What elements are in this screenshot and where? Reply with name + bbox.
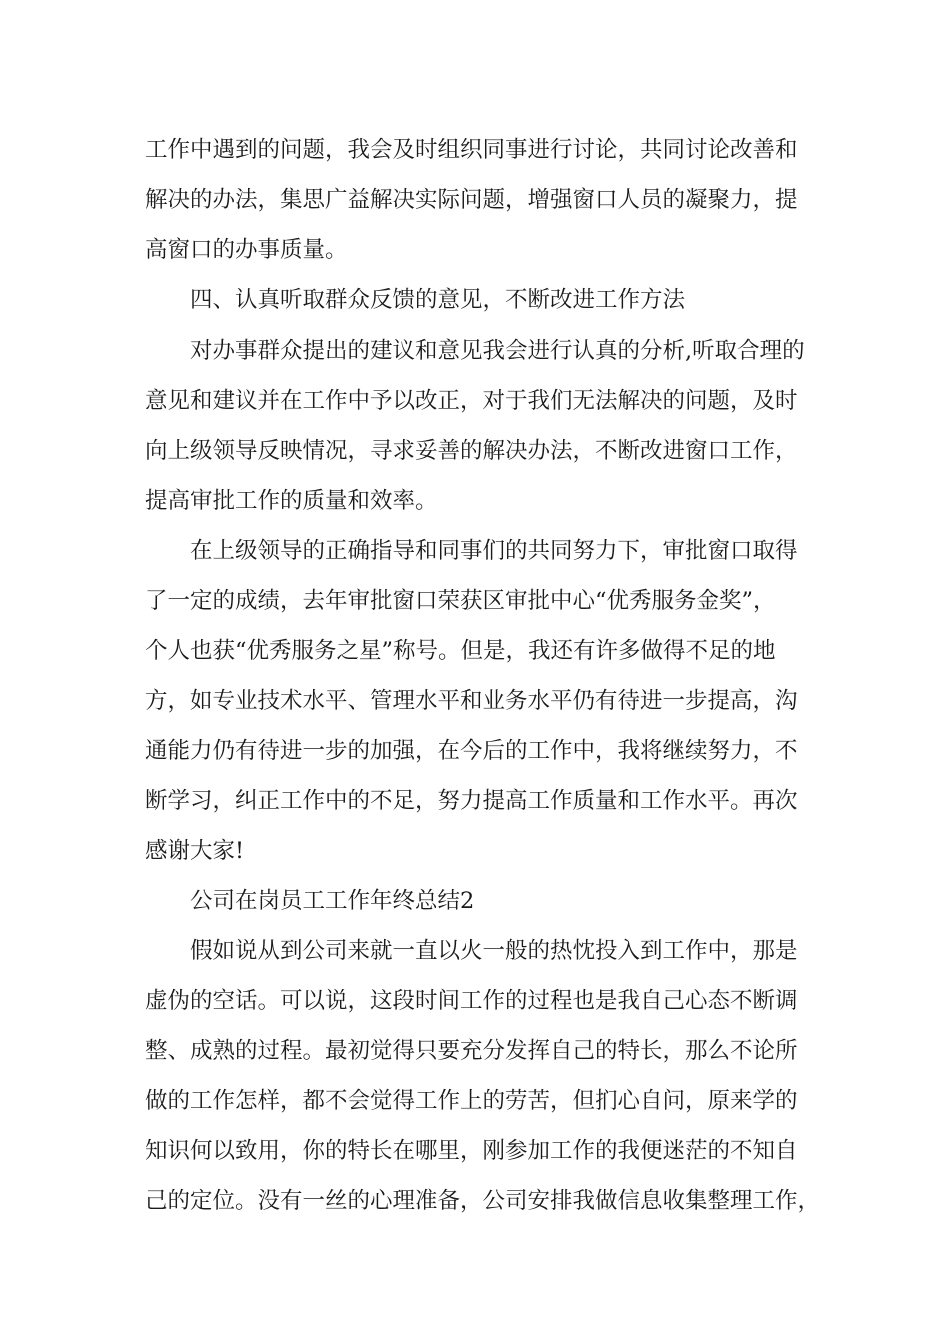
body-text-line: 在上级领导的正确指导和同事们的共同努力下，审批窗口取得 [190,538,798,564]
body-text-line: 己的定位。没有一丝的心理准备，公司安排我做信息收集整理工作， [145,1188,821,1214]
document-title: 公司在岗员工工作年终总结2 [190,888,475,914]
body-text-line: 整、成熟的过程。最初觉得只要充分发挥自己的特长，那么不论所 [145,1038,798,1064]
body-text-line: 提高审批工作的质量和效率。 [145,488,438,514]
body-text-line: 个人也获“优秀服务之星”称号。但是，我还有许多做得不足的地 [145,638,776,664]
body-text-line: 知识何以致用，你的特长在哪里，刚参加工作的我便迷茫的不知自 [145,1138,798,1164]
body-text-line: 了一定的成绩，去年审批窗口荣获区审批中心“优秀服务金奖”， [145,588,776,614]
body-text-line: 解决的办法，集思广益解决实际问题，增强窗口人员的凝聚力，提 [145,187,798,213]
body-text-line: 对办事群众提出的建议和意见我会进行认真的分析,听取合理的 [190,338,805,364]
section-heading: 四、认真听取群众反馈的意见，不断改进工作方法 [190,287,686,313]
body-text-line: 工作中遇到的问题，我会及时组织同事进行讨论，共同讨论改善和 [145,137,798,163]
body-text-line: 假如说从到公司来就一直以火一般的热忱投入到工作中，那是 [190,938,798,964]
body-text-line: 断学习，纠正工作中的不足，努力提高工作质量和工作水平。再次 [145,788,798,814]
body-text-line: 方，如专业技术水平、管理水平和业务水平仍有待进一步提高，沟 [145,688,798,714]
body-text-line: 向上级领导反映情况，寻求妥善的解决办法，不断改进窗口工作， [145,438,798,464]
body-text-line: 意见和建议并在工作中予以改正，对于我们无法解决的问题，及时 [145,388,798,414]
body-text-line: 通能力仍有待进一步的加强，在今后的工作中，我将继续努力，不 [145,738,798,764]
body-text-line: 高窗口的办事质量。 [145,237,348,263]
body-text-line: 感谢大家! [145,838,245,864]
body-text-line: 做的工作怎样，都不会觉得工作上的劳苦，但扪心自问，原来学的 [145,1088,798,1114]
body-text-line: 虚伪的空话。可以说，这段时间工作的过程也是我自己心态不断调 [145,988,798,1014]
